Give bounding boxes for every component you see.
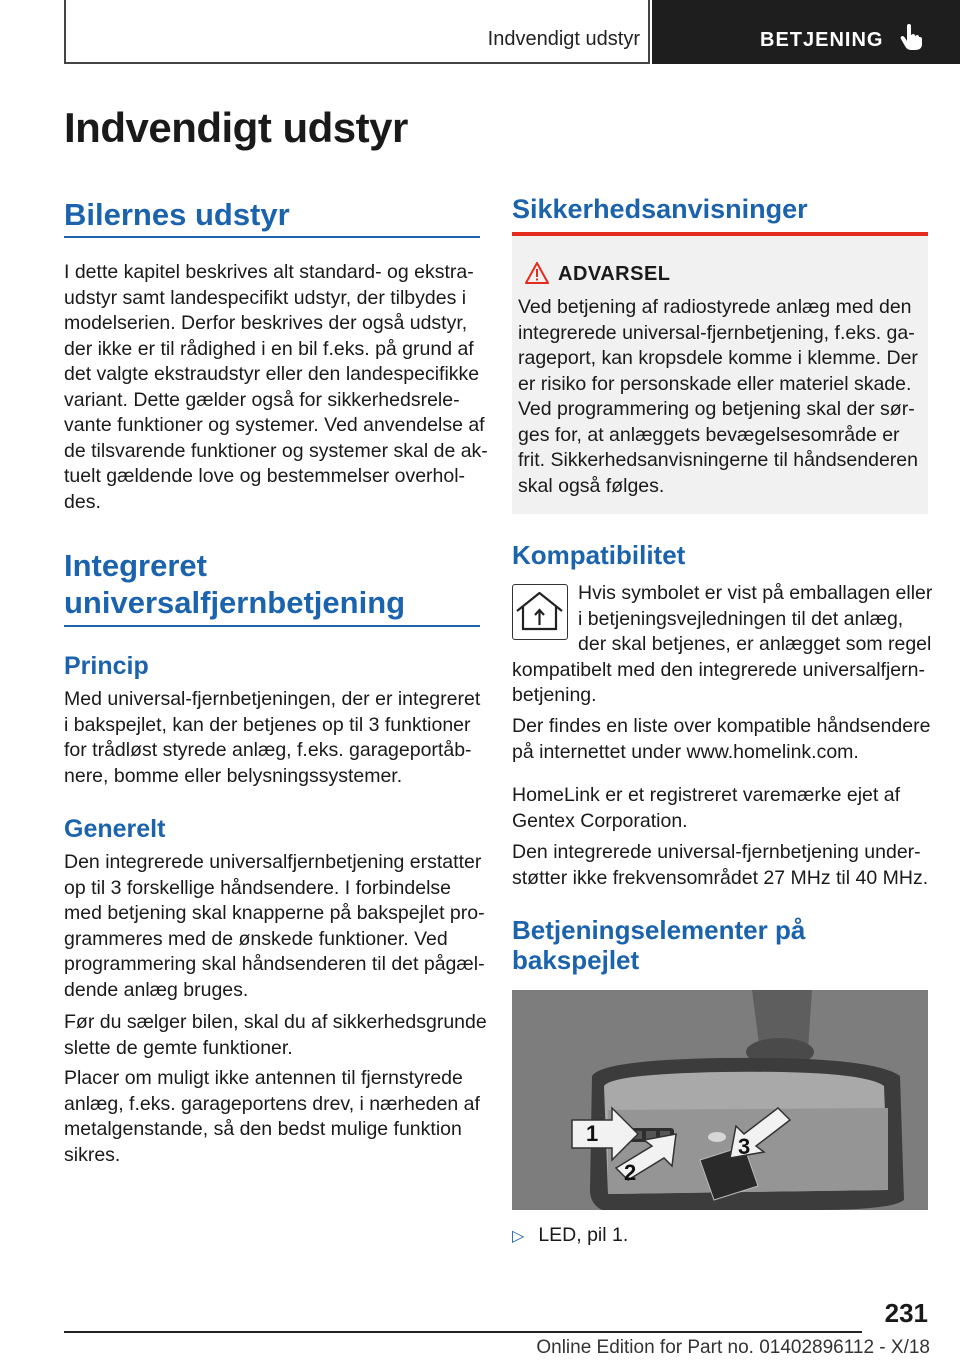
page-number: 231	[884, 1298, 928, 1328]
text-line: der ikke er til rådighed i en bil f.eks. på grund af	[64, 337, 474, 360]
text-line: metalgenstande, så den bedst mulige funktion	[64, 1118, 462, 1140]
header-chapter-tab[interactable]	[652, 0, 960, 64]
heading-betjeningselementer-line2: bakspejlet	[512, 945, 640, 975]
text-line: tuelt gældende love og bestemmelser overhol-	[64, 465, 466, 487]
heading-princip: Princip	[64, 652, 149, 680]
text-line: Den integrerede universalfjernbetjening erstatter	[64, 851, 482, 873]
text-line: slette de gemte funktioner.	[64, 1036, 293, 1059]
text-line: med betjening skal knapperne på bakspejlet pro-	[64, 902, 485, 924]
text-line: der skal betjenes, er anlægget som regel	[578, 633, 932, 655]
heading-integreret-line1: Integreret	[64, 548, 207, 583]
text-line: op til 3 forskellige håndsendere. I forbindelse	[64, 876, 451, 899]
text-line: for trådløst styrede anlæg, f.eks. garageportåb-	[64, 739, 472, 761]
text-line: Den integrerede universal-fjernbetjening under-	[512, 841, 921, 863]
text-line: Placer om muligt ikke antennen til fjernstyrede	[64, 1067, 463, 1089]
text-line: i betjeningsvejledningen til det anlæg,	[578, 607, 904, 630]
text-line: integrerede universal-fjernbetjening, f.eks. ga-	[518, 321, 915, 344]
text-line: anlæg, f.eks. garageportens drev, i nærheden af	[64, 1092, 480, 1115]
header-section-title: Indvendigt udstyr	[487, 28, 640, 50]
heading-bilernes-udstyr: Bilernes udstyr	[64, 197, 290, 232]
text-line: nere, bomme eller belysningssystemer.	[64, 764, 403, 787]
text-line: er risiko for personskade eller materiel skade.	[518, 372, 912, 395]
heading-generelt: Generelt	[64, 815, 166, 843]
text-line: programmering skal håndsenderen til det pågæl-	[64, 953, 485, 975]
heading-betjeningselementer-line1: Betjeningselementer på	[512, 915, 806, 945]
header-chapter-label: BETJENING	[760, 29, 884, 51]
text-line: udstyr samt landespecifikt udstyr, der tilbydes i	[64, 286, 467, 309]
footer-edition: Online Edition for Part no. 01402896112 - X/18	[536, 1337, 930, 1358]
text-line: ges for, at anlæggets bevægelsesområde er	[518, 423, 900, 446]
text-line: des.	[64, 490, 101, 513]
mirror-illustration	[512, 990, 928, 1210]
text-line: modelserien. Derfor beskrives der også udstyr,	[64, 312, 468, 334]
text-line: Ved betjening af radiostyrede anlæg med den	[518, 296, 912, 318]
bullet-led	[512, 1224, 628, 1247]
text-line: Gentex Corporation.	[512, 809, 688, 832]
homelink-house-icon	[512, 584, 568, 640]
hand-pointer-icon	[900, 24, 922, 50]
header-rule-bottom	[64, 62, 650, 64]
warning-triangle-icon	[525, 262, 549, 284]
text-line: vante funktioner og systemer. Ved anvendelse af	[64, 414, 485, 436]
text-line: variant. Dette gælder også for sikkerhedsrele-	[64, 388, 460, 411]
text-line: kompatibelt med den integrerede universalfjern-	[512, 658, 925, 681]
text-line: betjening.	[512, 684, 597, 706]
heading-integreret-line2: universalfjernbetjening	[64, 585, 406, 620]
text-line: frit. Sikkerhedsanvisningerne til håndsenderen	[518, 449, 918, 471]
page-title: Indvendigt udstyr	[64, 104, 408, 151]
bullet-text: LED, pil 1.	[538, 1224, 629, 1246]
heading-kompatibilitet: Kompatibilitet	[512, 540, 686, 570]
heading-rule	[64, 236, 480, 238]
text-line: støtter ikke frekvensområdet 27 MHz til 40 MHz.	[512, 866, 929, 889]
footer-rule	[64, 1331, 862, 1333]
heading-rule	[64, 625, 480, 627]
text-line: Der findes en liste over kompatible håndsendere	[512, 715, 931, 737]
warning-title: ADVARSEL	[558, 263, 671, 285]
text-line: sikres.	[64, 1143, 121, 1166]
photo-label-1: 1	[586, 1121, 599, 1146]
mirror-photo	[512, 990, 928, 1210]
header-rule-left	[64, 0, 66, 64]
text-line: i bakspejlet, kan der betjenes op til 3 funktioner	[64, 713, 471, 736]
text-line: på internettet under www.homelink.com.	[512, 740, 859, 763]
header-rule-divider	[648, 0, 650, 64]
photo-label-3: 3	[738, 1134, 751, 1159]
text-line: grammeres med de ønskede funktioner. Ved	[64, 927, 448, 950]
text-line: Ved programmering og betjening skal der sør-	[518, 398, 915, 420]
text-line: rageport, kan kropsdele komme i klemme. Der	[518, 347, 918, 369]
text-line: Før du sælger bilen, skal du af sikkerhedsgrunde	[64, 1011, 487, 1033]
text-line: I dette kapitel beskrives alt standard- og ekstra-	[64, 261, 474, 283]
bullet-triangle-icon: ▷	[512, 1228, 525, 1245]
text-line: de tilsvarende funktioner og systemer skal de ak-	[64, 439, 488, 462]
photo-label-2: 2	[624, 1160, 637, 1185]
text-line: HomeLink er et registreret varemærke ejet af	[512, 784, 900, 806]
text-line: skal også følges.	[518, 474, 665, 497]
text-line: Med universal-fjernbetjeningen, der er integreret	[64, 688, 481, 710]
text-line: det valgte ekstraudstyr eller den landespecifikke	[64, 363, 480, 385]
text-line: Hvis symbolet er vist på emballagen eller	[578, 582, 933, 604]
text-line: dende anlæg bruges.	[64, 978, 249, 1001]
heading-sikkerhedsanvisninger: Sikkerhedsanvisninger	[512, 194, 808, 224]
